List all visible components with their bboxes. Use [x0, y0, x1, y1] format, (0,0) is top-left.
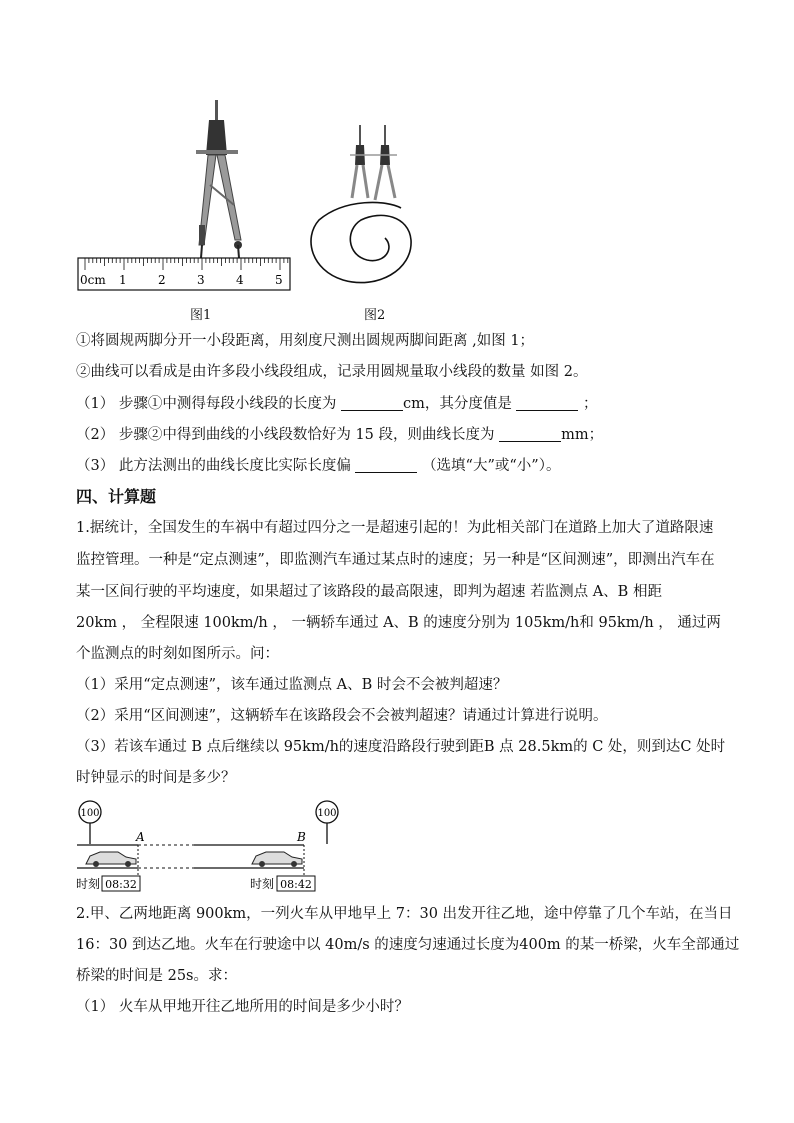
ruler-label-1: 1: [119, 273, 127, 287]
compass-pair-icon: [350, 125, 397, 200]
problem-2-line-1: 2.甲、乙两地距离 900km，一列火车从甲地早上 7：30 出发开往乙地，途中停靠了几个车站，在当日: [76, 906, 733, 922]
sign-left-text: 100: [80, 808, 100, 819]
problem-2-line-2: 16：30 到达乙地。火车在行驶途中以 40m/s 的速度匀速通过长度为400m 的某一桥梁，火车全部通过: [76, 937, 740, 953]
ruler: [78, 258, 290, 290]
ruler-label-4: 4: [236, 273, 244, 287]
figure-1-compass-ruler: [70, 95, 300, 295]
answer-blank-2[interactable]: [516, 395, 578, 411]
speed-limit-sign-right: [316, 801, 338, 844]
problem-1-question-3-line-1: （3）若该车通过 B 点后继续以 95km/h的速度沿路段行驶到距B 点 28.5km的 C 处，则到达C 处时: [76, 739, 726, 755]
step-1-text: ①将圆规两脚分开一小段距离，用刻度尺测出圆规两脚间距离 ,如图 1；: [76, 333, 535, 349]
road-speed-figure: [72, 796, 362, 896]
question-2: [76, 425, 603, 445]
time-label-b: 时刻: [250, 877, 275, 891]
question-2-part-b: mm；: [561, 427, 604, 443]
question-3: [76, 456, 560, 476]
spiral-curve: [311, 202, 411, 282]
time-b: 08:42: [280, 878, 312, 891]
problem-1-line-2: 监控管理。一种是“定点测速”，即监测汽车通过某点时的速度；另一种是“区间测速”，即测出汽车在: [76, 552, 715, 568]
answer-blank-3[interactable]: [499, 426, 561, 442]
problem-2-line-3: 桥梁的时间是 25s。求：: [76, 968, 238, 984]
problem-2-question-1: （1） 火车从甲地开往乙地所用的时间是多少小时？: [76, 999, 409, 1015]
figure-2-spiral: [305, 120, 420, 295]
point-b-label: B: [297, 830, 306, 844]
answer-blank-4[interactable]: [355, 457, 417, 473]
ruler-label-0: 0cm: [80, 273, 106, 287]
question-3-part-a: （3） 此方法测出的曲线长度比实际长度偏: [76, 458, 351, 474]
question-2-part-a: （2） 步骤②中得到曲线的小线段数恰好为 15 段，则曲线长度为: [76, 427, 495, 443]
sign-right-text: 100: [317, 808, 337, 819]
car-icon: [86, 852, 136, 867]
problem-1-line-1: 1.据统计，全国发生的车祸中有超过四分之一是超速引起的！为此相关部门在道路上加大了道路限速: [76, 520, 714, 536]
question-1-part-b: cm，其分度值是: [402, 396, 512, 412]
question-1-part-a: （1） 步骤①中测得每段小线段的长度为: [76, 396, 337, 412]
problem-1-question-2: （2）采用“区间测速”，这辆轿车在该路段会不会被判超速？请通过计算进行说明。: [76, 708, 608, 724]
compass-icon: [196, 100, 242, 258]
question-3-part-b: （选填“大”或“小”）。: [422, 458, 561, 474]
problem-1-line-3: 某一区间行驶的平均速度，如果超过了该路段的最高限速，即判为超速 若监测点 A、B 相距: [76, 584, 662, 600]
problem-1-line-5: 个监测点的时刻如图所示。问：: [76, 646, 279, 662]
time-label-a: 时刻: [76, 877, 101, 891]
speed-limit-sign-left: [79, 801, 101, 844]
problem-1-line-4: 20km ， 全程限速 100km/h ， 一辆轿车通过 A、B 的速度分别为 105km/h和 95km/h ， 通过两: [76, 615, 721, 631]
ruler-label-3: 3: [197, 273, 205, 287]
figure-2-caption: 图2: [364, 308, 386, 323]
problem-1-question-3-line-2: 时钟显示的时间是多少？: [76, 770, 236, 786]
problem-1-question-1: （1）采用“定点测速”，该车通过监测点 A、B 时会不会被判超速？: [76, 677, 508, 693]
section-title: 四、计算题: [76, 487, 157, 506]
ruler-label-5: 5: [275, 273, 283, 287]
figure-1-caption: 图1: [190, 308, 212, 323]
point-a-label: A: [136, 830, 145, 844]
answer-blank-1[interactable]: [341, 395, 403, 411]
step-2-text: ②曲线可以看成是由许多段小线段组成，记录用圆规量取小线段的数量 如图 2。: [76, 364, 588, 380]
question-1: [76, 394, 598, 414]
ruler-label-2: 2: [158, 273, 166, 287]
question-1-part-c: ；: [583, 396, 598, 412]
time-a: 08:32: [105, 878, 137, 891]
car-icon: [252, 852, 302, 867]
